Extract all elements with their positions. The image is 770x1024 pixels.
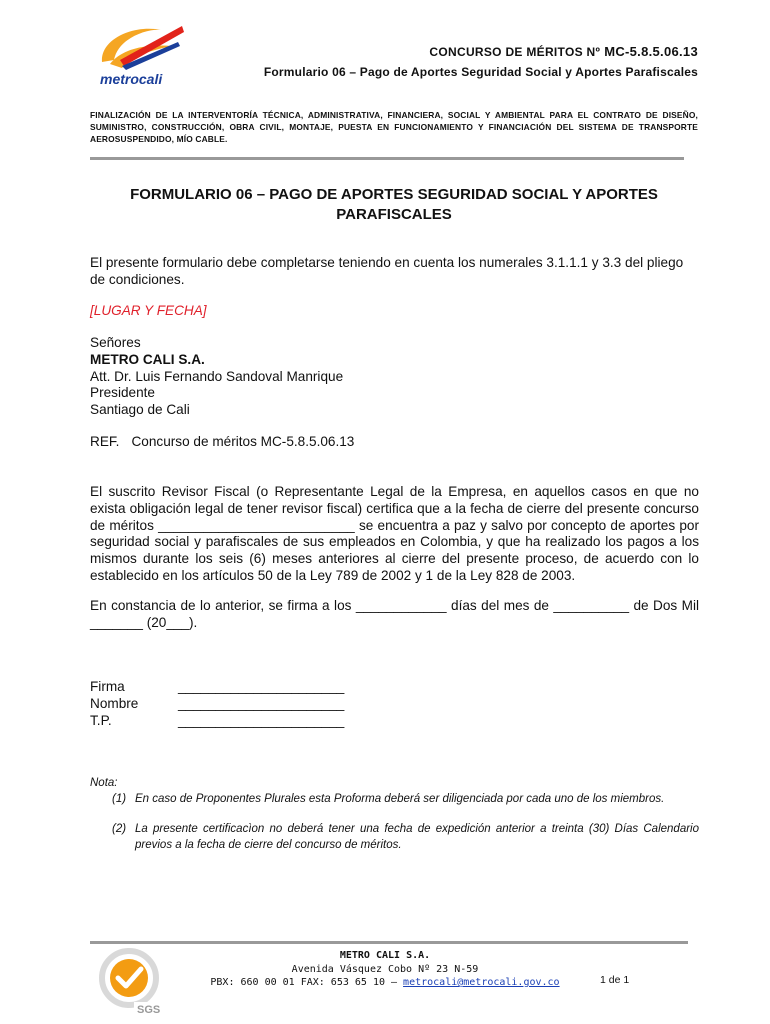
instruction-text: El presente formulario debe completarse teniendo en cuenta los numerales 3.1.1.1 y 3.3 del pliego de condiciones. [90,255,684,287]
page-title: FORMULARIO 06 – PAGO DE APORTES SEGURIDAD SOCIAL Y APORTES PARAFISCALES [130,186,658,223]
footer-company: METRO CALI S.A. [339,950,431,961]
ref-label: REF. [90,434,120,449]
footer-contact [0,976,770,990]
footer-address: Avenida Vásquez Cobo Nº 23 N-59 [291,964,479,975]
addressee-city: Santiago de Cali [90,402,190,418]
note-label: Nota: [90,777,118,789]
note-number: (2) [112,823,127,835]
note-text: La presente certificacìon no deberá tener una fecha de expedición anterior a treinta (30) Días Calendario previos a la fecha de cierre del concurso de méritos. [135,823,699,851]
signature-line-tp: ______________________ [178,713,345,728]
header-divider [90,157,684,160]
signature-line-firma: ______________________ [178,679,345,694]
note-text: En caso de Proponentes Plurales esta Proforma deberá ser diligenciada por cada uno de los miembros. [135,793,665,805]
ref-text: Concurso de méritos MC-5.8.5.06.13 [131,434,355,449]
sgs-text: SGS [137,1004,161,1016]
signature-label-firma: Firma [90,679,125,694]
attention-line: Att. Dr. Luis Fernando Sandoval Manrique [90,368,344,384]
contest-number: MC-5.8.5.06.13 [604,44,698,59]
addressee-role: Presidente [90,385,155,401]
note-number: (1) [112,793,127,805]
certification-paragraph: El suscrito Revisor Fiscal (o Representante Legal de la Empresa, en aquellos casos en que no exista obligación legal de tener revisor fiscal) certifica que a la fecha de cierre del presente concurso de méritos __________________________ se encuentra a paz y salvo por concepto de aportes por seguridad social y parafiscales de sus empleados en Colombia, y que ha realizado los pagos a los mismos durante los seis (6) meses anteriores al cierre del presente proceso, de acuerdo con lo establecido en los artículos 50 de la Ley 789 de 2002 y 1 de la Ley 828 de 2003. [90,484,699,583]
contest-label: CONCURSO DE MÉRITOS Nº [429,45,601,59]
project-description: FINALIZACIÓN DE LA INTERVENTORÍA TÉCNICA, ADMINISTRATIVA, FINANCIERA, SOCIAL Y AMBIENTAL PARA EL CONTRATO DE DISEÑO, SUMINISTRO, CONSTRUCCIÓN, OBRA CIVIL, MONTAJE, PUESTA EN FUNCIONAMIENTO Y FINANCIACIÓN DEL SISTEMA DE TRANSPORTE AEROSUSPENDIDO, MÍO CABLE. [90,110,698,144]
signature-line-nombre: ______________________ [178,696,345,711]
logo-text: metrocali [100,71,163,87]
signing-paragraph: En constancia de lo anterior, se firma a los ____________ días del mes de __________ de Dos Mil _______ (20___). [90,598,699,630]
footer-phone-fax: PBX: 660 00 01 FAX: 653 65 10 – [210,977,404,988]
signature-label-nombre: Nombre [90,696,139,711]
metrocali-logo [92,20,188,90]
addressee-company: METRO CALI S.A. [90,351,205,367]
note-item [112,792,699,808]
addressee-block [90,335,699,419]
contest-number-line [429,44,698,59]
reference-line [90,434,699,451]
footer-email-link[interactable]: metrocali@metrocali.gov.co [403,977,560,988]
form-subtitle: Formulario 06 – Pago de Aportes Seguridad Social y Aportes Parafiscales [263,65,698,79]
page-number: 1 de 1 [600,974,630,986]
signature-label-tp: T.P. [90,713,112,728]
salutation: Señores [90,335,141,350]
place-date-placeholder: [LUGAR Y FECHA] [90,303,207,318]
note-item [112,822,699,853]
footer-divider [90,941,688,944]
